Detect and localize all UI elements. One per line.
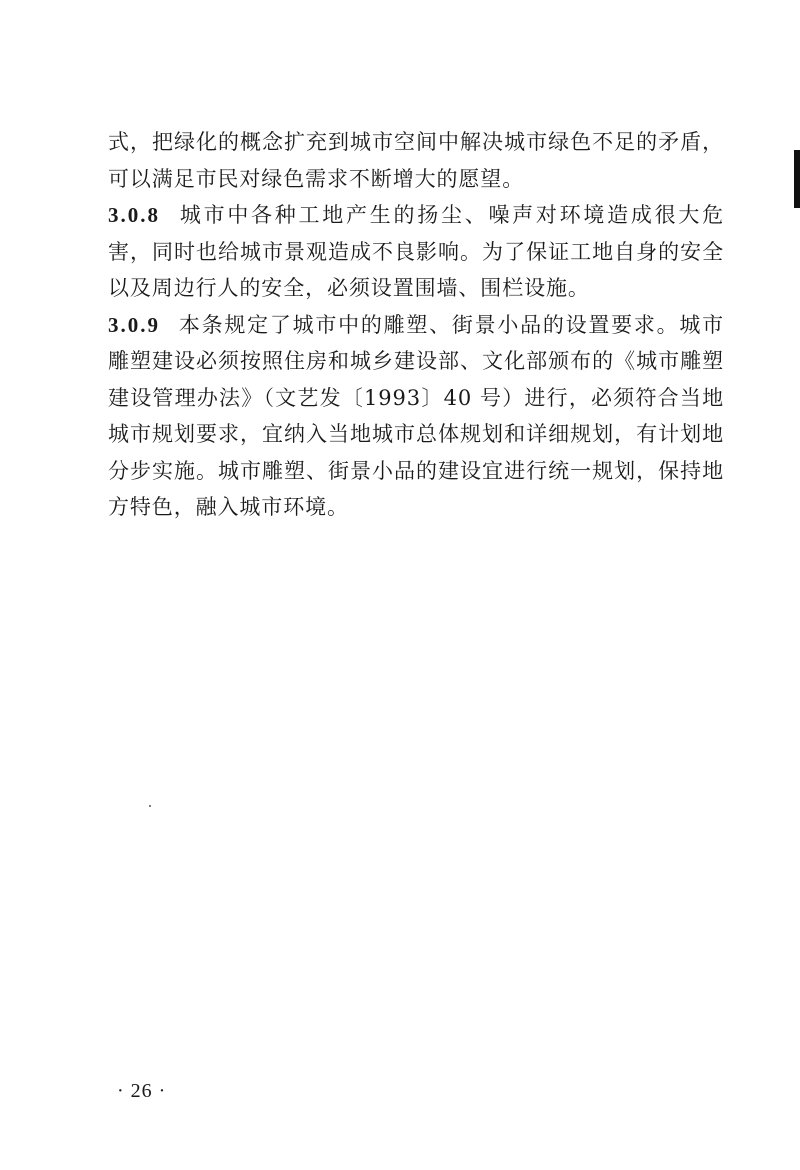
clause-number: 3.0.9 [108,312,160,337]
clause-number: 3.0.8 [108,203,160,227]
scan-edge-mark [794,150,800,208]
page-number: · 26 · [117,1080,167,1102]
clause-3-0-9 [108,307,724,526]
clause-text: 城市中各种工地产生的扬尘、噪声对环境造成很大危害，同时也给城市景观造成不良影响。为了保证工地自身的安全以及周边行人的安全，必须设置围墙、围栏设施。 [108,203,724,300]
clause-3-0-8 [108,197,724,307]
body-text [108,124,724,526]
scan-speck [149,805,151,807]
clause-text: 本条规定了城市中的雕塑、街景小品的设置要求。城市雕塑建设必须按照住房和城乡建设部、文化部颁布的《城市雕塑建设管理办法》（文艺发〔1993〕40 号）进行，必须符合当地城市规划要求，宜纳入当地城市总体规划和详细规划，有计划地分步实施。城市雕塑、街景小品的建设宜进行统一规划，保持地方特色，融入城市环境。 [108,312,724,519]
continuation-paragraph: 式，把绿化的概念扩充到城市空间中解决城市绿色不足的矛盾，可以满足市民对绿色需求不断增大的愿望。 [108,130,724,191]
